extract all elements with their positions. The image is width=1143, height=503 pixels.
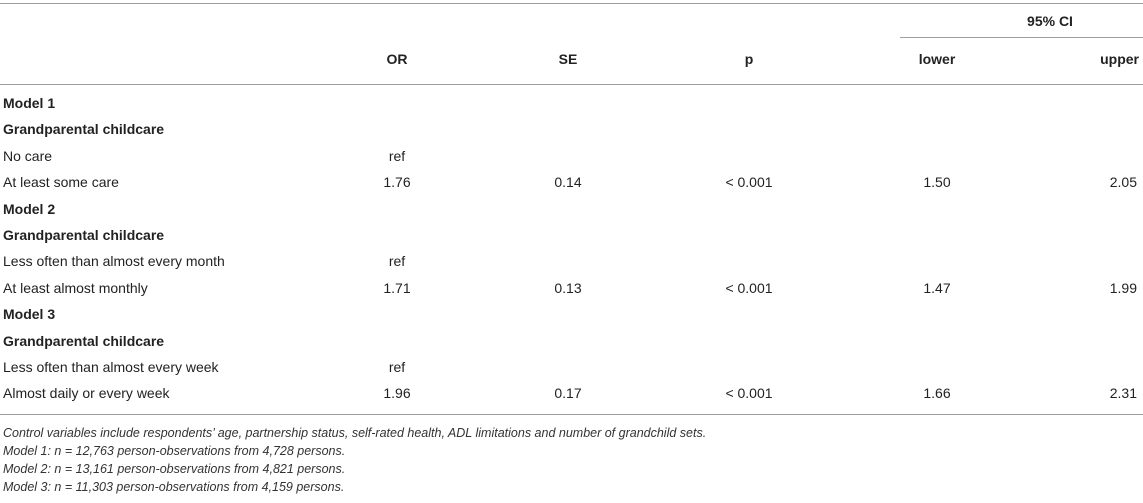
section-label: Grandparental childcare <box>3 227 165 243</box>
cell-or: 1.96 <box>383 385 411 401</box>
cell-se: 0.17 <box>554 385 582 401</box>
cell-se: 0.14 <box>554 174 582 190</box>
cell-se: 0.13 <box>554 280 582 296</box>
row-label: No care <box>3 148 53 164</box>
cell-or: 1.71 <box>383 280 411 296</box>
cell-or: ref <box>388 359 406 375</box>
note-model-2: Model 2: n = 13,161 person-observations from 4,821 persons. <box>3 462 346 476</box>
note-controls: Control variables include respondents’ age, partnership status, self-rated health, ADL limitations and number of grandchild sets. <box>3 426 707 440</box>
note-model-1: Model 1: n = 12,763 person-observations from 4,728 persons. <box>3 444 346 458</box>
cell-lower: 1.50 <box>923 174 951 190</box>
cell-or: ref <box>388 253 406 269</box>
model-label: Model 1 <box>3 95 56 111</box>
table-notes <box>3 424 706 496</box>
note-model-3: Model 3: n = 11,303 person-observations from 4,159 persons. <box>3 480 345 494</box>
cell-upper: 1.99 <box>1109 280 1137 296</box>
ci-group-rule <box>900 37 1143 38</box>
header-se: SE <box>558 51 578 67</box>
cell-lower: 1.66 <box>923 385 951 401</box>
table-bottom-rule <box>0 414 1143 415</box>
row-label: Less often than almost every month <box>3 253 225 269</box>
section-label: Grandparental childcare <box>3 121 165 137</box>
header-upper: upper <box>1100 51 1139 67</box>
header-p: p <box>744 51 754 67</box>
row-label: Almost daily or every week <box>3 385 170 401</box>
cell-lower: 1.47 <box>923 280 951 296</box>
model-label: Model 3 <box>3 306 56 322</box>
ci-group-header: 95% CI <box>1027 13 1073 29</box>
cell-p: < 0.001 <box>725 174 773 190</box>
header-lower: lower <box>918 51 956 67</box>
cell-or: 1.76 <box>383 174 411 190</box>
table-top-rule <box>0 3 1143 4</box>
model-label: Model 2 <box>3 201 56 217</box>
header-bottom-rule <box>0 84 1143 85</box>
cell-upper: 2.05 <box>1109 174 1137 190</box>
header-or: OR <box>386 51 408 67</box>
cell-upper: 2.31 <box>1109 385 1137 401</box>
cell-p: < 0.001 <box>725 385 773 401</box>
section-label: Grandparental childcare <box>3 333 165 349</box>
row-label: Less often than almost every week <box>3 359 219 375</box>
cell-or: ref <box>388 148 406 164</box>
row-label: At least some care <box>3 174 119 190</box>
row-label: At least almost monthly <box>3 280 148 296</box>
cell-p: < 0.001 <box>725 280 773 296</box>
